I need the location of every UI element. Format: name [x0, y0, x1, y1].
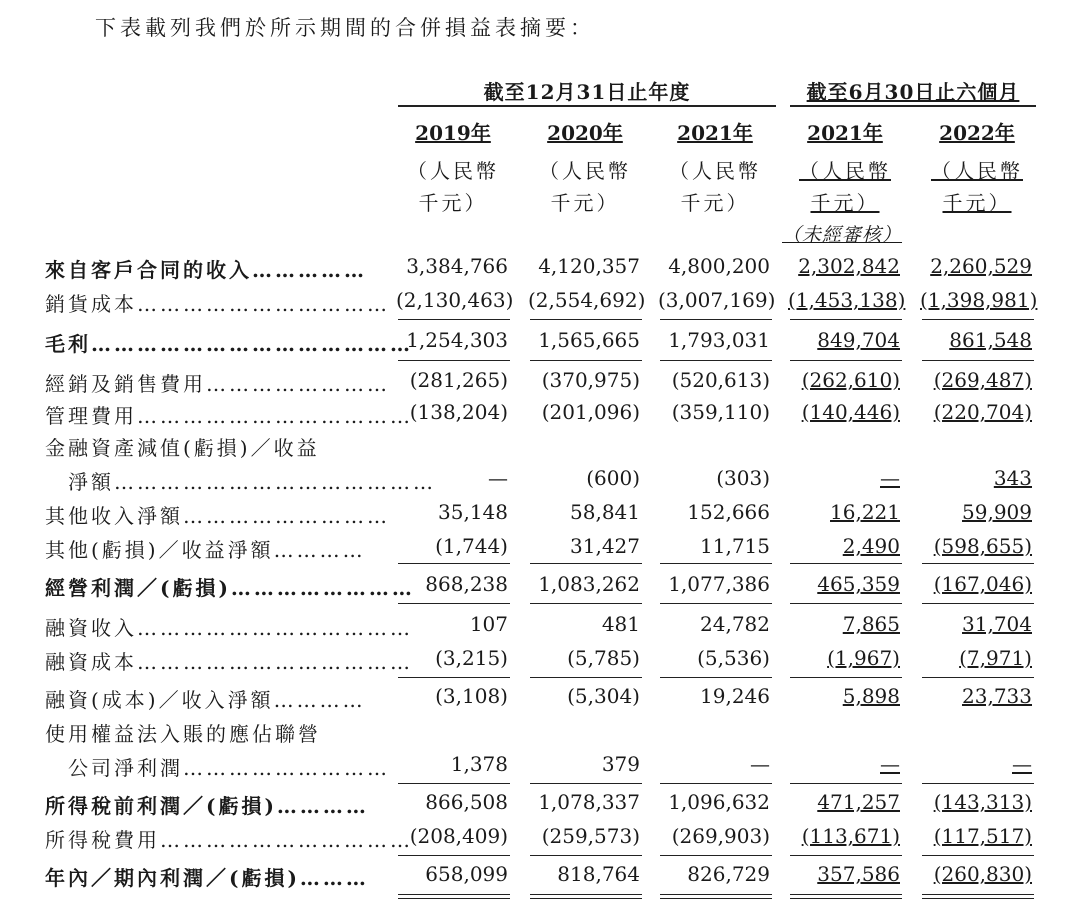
- subtotal-rule: [660, 603, 772, 604]
- row-value: 2,490: [842, 534, 900, 558]
- table-row: [0, 646, 1080, 678]
- subtotal-rule: [660, 783, 772, 784]
- row-label: 融資收入………………………………: [45, 616, 413, 640]
- subtotal-rule: [660, 677, 772, 678]
- subtotal-rule: [398, 855, 510, 856]
- row-value: 7,865: [842, 612, 900, 636]
- double-rule: [922, 894, 1034, 899]
- row-value: (220,704): [933, 400, 1032, 424]
- row-value: (2,554,692): [528, 288, 646, 312]
- row-value: 152,666: [687, 500, 770, 524]
- row-value: —: [880, 752, 900, 776]
- row-label: 經營利潤／(虧損)……………………: [45, 576, 415, 600]
- year-2021: 2021年: [677, 121, 753, 145]
- row-value: (201,096): [541, 400, 640, 424]
- row-label: 金融資產減值(虧損)／收益: [45, 436, 320, 460]
- row-label: 融資(成本)／收入淨額…………: [45, 688, 366, 712]
- row-value: 1,077,386: [668, 572, 770, 596]
- year-2022-h1: 2022年: [939, 121, 1015, 145]
- row-label: 毛利……………………………………: [45, 332, 413, 356]
- row-value: (1,744): [435, 534, 508, 558]
- subtotal-rule: [922, 563, 1034, 564]
- year-2021-h1: 2021年: [807, 121, 883, 145]
- row-value: (117,517): [933, 824, 1032, 848]
- subtotal-rule: [530, 677, 642, 678]
- row-value: 4,800,200: [668, 254, 770, 278]
- row-value: 35,148: [438, 500, 508, 524]
- row-value: 826,729: [687, 862, 770, 886]
- row-value: 868,238: [425, 572, 508, 596]
- table-row: [0, 718, 1080, 750]
- header-rule-left: [398, 105, 776, 107]
- subtotal-rule: [398, 783, 510, 784]
- subtotal-rule: [790, 319, 902, 320]
- row-value: 19,246: [700, 684, 770, 708]
- row-value: (262,610): [801, 368, 900, 392]
- row-label: 融資成本………………………………: [45, 650, 413, 674]
- row-value: 1,378: [450, 752, 508, 776]
- row-value: (3,215): [435, 646, 508, 670]
- row-value: 1,083,262: [538, 572, 640, 596]
- subtotal-rule: [530, 603, 642, 604]
- subtotal-rule: [398, 603, 510, 604]
- subtotal-rule: [790, 783, 902, 784]
- unit-label: （人民幣 千元）: [799, 159, 891, 215]
- row-label: 其他(虧損)／收益淨額…………: [45, 538, 366, 562]
- table-row: [0, 432, 1080, 464]
- subtotal-rule: [790, 677, 902, 678]
- row-value: (2,130,463): [396, 288, 514, 312]
- row-value: (370,975): [541, 368, 640, 392]
- row-label: 經銷及銷售費用……………………: [45, 372, 390, 396]
- row-value: (143,313): [933, 790, 1032, 814]
- row-value: (113,671): [801, 824, 900, 848]
- row-value: (7,971): [959, 646, 1032, 670]
- row-value: (520,613): [671, 368, 770, 392]
- row-value: 658,099: [425, 862, 508, 886]
- row-value: 2,260,529: [930, 254, 1032, 278]
- row-label: 所得稅前利潤／(虧損)…………: [45, 794, 369, 818]
- subtotal-rule: [922, 603, 1034, 604]
- row-label: 使用權益法入賬的應佔聯營: [45, 722, 321, 746]
- row-value: —: [488, 466, 508, 490]
- row-label: 銷貨成本……………………………: [45, 292, 390, 316]
- row-value: —: [880, 466, 900, 490]
- row-value: 31,704: [962, 612, 1032, 636]
- unit-label: （人民幣 千元）: [539, 159, 631, 215]
- row-value: 1,096,632: [668, 790, 770, 814]
- table-row: [0, 288, 1080, 320]
- row-value: (269,487): [933, 368, 1032, 392]
- row-value: 1,793,031: [668, 328, 770, 352]
- row-value: 23,733: [962, 684, 1032, 708]
- row-value: 24,782: [700, 612, 770, 636]
- row-value: 465,359: [817, 572, 900, 596]
- subtotal-rule: [790, 563, 902, 564]
- row-value: (600): [586, 466, 640, 490]
- table-row: [0, 862, 1080, 894]
- subtotal-rule: [790, 603, 902, 604]
- row-value: 1,565,665: [538, 328, 640, 352]
- row-value: 357,586: [817, 862, 900, 886]
- subtotal-rule: [530, 783, 642, 784]
- row-value: 849,704: [817, 328, 900, 352]
- subtotal-rule: [530, 855, 642, 856]
- row-value: 343: [993, 466, 1032, 490]
- row-label: 淨額……………………………………: [68, 470, 436, 494]
- row-value: (303): [716, 466, 770, 490]
- year-2020: 2020年: [547, 121, 623, 145]
- table-row: [0, 328, 1080, 360]
- year-2019: 2019年: [415, 121, 491, 145]
- row-value: 31,427: [570, 534, 640, 558]
- subtotal-rule: [398, 360, 510, 361]
- row-value: —: [1012, 752, 1032, 776]
- table-row: [0, 534, 1080, 566]
- row-value: (3,007,169): [658, 288, 776, 312]
- subtotal-rule: [660, 360, 772, 361]
- row-value: (1,453,138): [788, 288, 906, 312]
- row-value: (281,265): [409, 368, 508, 392]
- subtotal-rule: [922, 783, 1034, 784]
- row-value: (1,398,981): [920, 288, 1038, 312]
- header-rule-right: [790, 105, 1036, 107]
- row-label: 管理費用………………………………: [45, 404, 413, 428]
- row-value: (167,046): [933, 572, 1032, 596]
- subtotal-rule: [660, 855, 772, 856]
- row-value: (260,830): [933, 862, 1032, 886]
- row-value: (1,967): [827, 646, 900, 670]
- row-label: 其他收入淨額………………………: [45, 504, 390, 528]
- subtotal-rule: [790, 855, 902, 856]
- double-rule: [530, 894, 642, 899]
- subtotal-rule: [922, 319, 1034, 320]
- subtotal-rule: [790, 360, 902, 361]
- row-label: 公司淨利潤………………………: [68, 756, 390, 780]
- row-value: (269,903): [671, 824, 770, 848]
- row-value: 481: [601, 612, 640, 636]
- row-value: 58,841: [570, 500, 640, 524]
- table-row: [0, 790, 1080, 822]
- subtotal-rule: [660, 319, 772, 320]
- table-row: [0, 752, 1080, 784]
- unit-label: （人民幣 千元）: [407, 159, 499, 215]
- row-value: (140,446): [801, 400, 900, 424]
- subtotal-rule: [922, 855, 1034, 856]
- row-value: (5,304): [567, 684, 640, 708]
- row-value: 866,508: [425, 790, 508, 814]
- table-row: [0, 572, 1080, 604]
- row-value: (259,573): [541, 824, 640, 848]
- table-row: [0, 254, 1080, 286]
- subtotal-rule: [398, 677, 510, 678]
- table-row: [0, 824, 1080, 856]
- row-label: 所得稅費用……………………………: [45, 828, 413, 852]
- table-row: [0, 500, 1080, 532]
- subtotal-rule: [660, 563, 772, 564]
- row-value: 861,548: [949, 328, 1032, 352]
- table-row: [0, 612, 1080, 644]
- table-row: [0, 368, 1080, 400]
- row-value: (359,110): [671, 400, 770, 424]
- row-value: 5,898: [842, 684, 900, 708]
- subtotal-rule: [922, 360, 1034, 361]
- unaudited-note: （未經審核）: [782, 224, 903, 246]
- row-value: 2,302,842: [798, 254, 900, 278]
- row-value: (3,108): [435, 684, 508, 708]
- row-value: 107: [469, 612, 508, 636]
- subtotal-rule: [398, 319, 510, 320]
- table-row: [0, 684, 1080, 716]
- double-rule: [398, 894, 510, 899]
- row-label: 年內／期內利潤／(虧損)………: [45, 866, 369, 890]
- header-fiscal-year: 截至12月31日止年度: [483, 80, 691, 104]
- row-value: (598,655): [933, 534, 1032, 558]
- row-value: 59,909: [962, 500, 1032, 524]
- row-value: 1,078,337: [538, 790, 640, 814]
- row-label: 來自客戶合同的收入……………: [45, 258, 367, 282]
- row-value: 3,384,766: [406, 254, 508, 278]
- row-value: 818,764: [557, 862, 640, 886]
- unit-label: （人民幣 千元）: [669, 159, 761, 215]
- subtotal-rule: [398, 563, 510, 564]
- row-value: 16,221: [830, 500, 900, 524]
- row-value: 1,254,303: [406, 328, 508, 352]
- row-value: 471,257: [817, 790, 900, 814]
- row-value: (138,204): [409, 400, 508, 424]
- row-value: 379: [601, 752, 640, 776]
- intro-text: 下表載列我們於所示期間的合併損益表摘要：: [95, 16, 595, 40]
- row-value: —: [750, 752, 770, 776]
- row-value: 11,715: [700, 534, 770, 558]
- subtotal-rule: [530, 563, 642, 564]
- row-value: 4,120,357: [538, 254, 640, 278]
- table-row: [0, 400, 1080, 432]
- row-value: (5,785): [567, 646, 640, 670]
- row-value: (5,536): [697, 646, 770, 670]
- double-rule: [790, 894, 902, 899]
- header-six-months: 截至6月30日止六個月: [806, 80, 1020, 104]
- unit-label: （人民幣 千元）: [931, 159, 1023, 215]
- subtotal-rule: [530, 319, 642, 320]
- table-row: [0, 466, 1080, 498]
- row-value: (208,409): [409, 824, 508, 848]
- subtotal-rule: [922, 677, 1034, 678]
- double-rule: [660, 894, 772, 899]
- subtotal-rule: [530, 360, 642, 361]
